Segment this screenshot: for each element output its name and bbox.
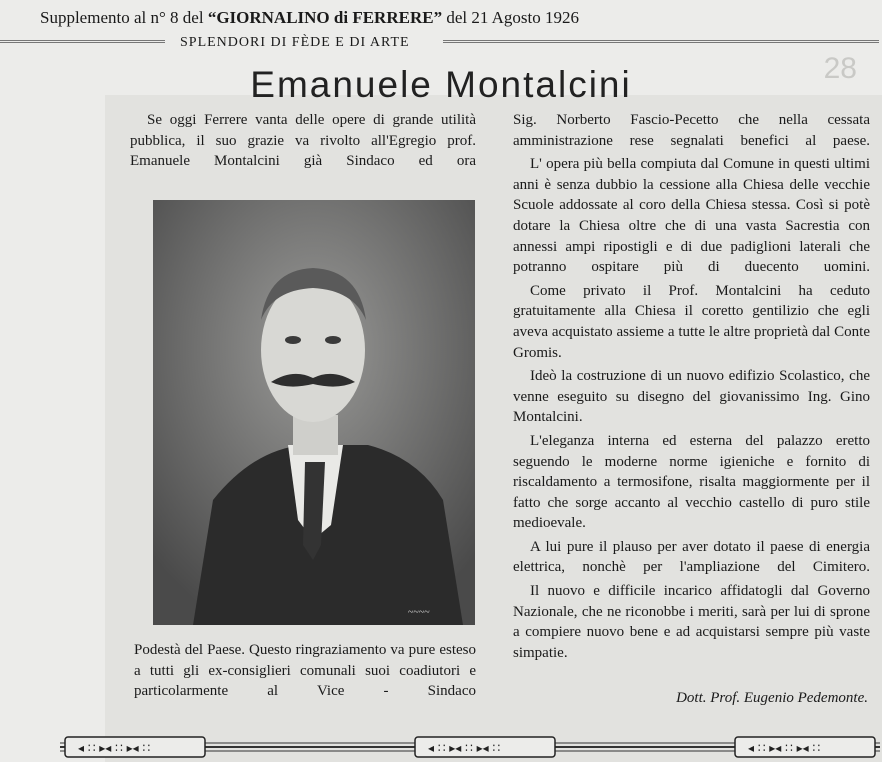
header-rule-right	[443, 40, 879, 43]
svg-text:~~~~: ~~~~	[408, 607, 430, 618]
right-paragraph-3: Come privato il Prof. Montalcini ha ceduto gratuitamente alla Chiesa il coretto gentilizio che egli aveva acquistato assieme a tutte le altre proprietà dal Conte Gromis.	[513, 282, 870, 361]
left-column-top	[130, 110, 476, 172]
newspaper-name: “GIORNALINO di FERRERE”	[207, 8, 443, 27]
right-column	[513, 110, 870, 663]
author-signature: Dott. Prof. Eugenio Pedemonte.	[676, 690, 868, 706]
right-paragraph-6: A lui pure il plauso per aver dotato il paese di energia elettrica, nonchè per l'ampliazione del Cimitero.	[513, 538, 870, 576]
left-bottom-paragraph: Podestà del Paese. Questo ringraziamento va pure esteso a tutti gli ex-consiglieri comunali suoi coadiutori e particolarmente al Vice - Sindaco	[134, 642, 476, 700]
header-suffix: del 21 Agosto 1926	[442, 8, 580, 27]
header-prefix: Supplemento al n° 8 del	[40, 8, 208, 27]
svg-text:◂ ∷ ▸◂ ∷ ▸◂ ∷: ◂ ∷ ▸◂ ∷ ▸◂ ∷	[428, 741, 501, 755]
left-top-paragraph: Se oggi Ferrere vanta delle opere di grande utilità pubblica, il suo grazie va rivolto all'Egregio prof. Emanuele Montalcini già Sindaco ed ora	[130, 112, 476, 170]
right-paragraph-4: Ideò la costruzione di un nuovo edifizio Scolastico, che venne eseguito su disegno del giovanissimo Ing. Gino Montalcini.	[513, 368, 870, 426]
supplement-header	[40, 8, 579, 28]
svg-text:◂ ∷ ▸◂ ∷ ▸◂ ∷: ◂ ∷ ▸◂ ∷ ▸◂ ∷	[78, 741, 151, 755]
header-rule-left	[0, 40, 165, 43]
svg-text:◂ ∷ ▸◂ ∷ ▸◂ ∷: ◂ ∷ ▸◂ ∷ ▸◂ ∷	[748, 741, 821, 755]
right-paragraph-2: L' opera più bella compiuta dal Comune in questi ultimi anni è senza dubbio la cessione alla Chiesa delle vecchie Scuole addossate al coro della Chiesa stessa. Così si potè dotare la Chiesa oltre che di una vasta Sacrestia con annessi ampi ripostigli e di due padiglioni laterali che potranno ospitare più di duecento uomini.	[513, 156, 870, 276]
right-paragraph-1: Sig. Norberto Fascio-Pecetto che nella cessata amministrazione rese segnalati benefici al paese.	[513, 112, 870, 149]
right-paragraph-7: Il nuovo e difficile incarico affidatogli dal Governo Nazionale, che ne riconobbe i meriti, sarà per lui di sprone a compiere nuovo bene e ad acquistarsi sempre più vaste simpatie.	[513, 583, 870, 661]
page-number: 28	[823, 52, 857, 85]
portrait-drawing	[153, 200, 475, 625]
article-title: Emanuele Montalcini	[250, 64, 632, 105]
right-paragraph-5: L'eleganza interna ed esterna del palazzo eretto seguendo le moderne norme igieniche e fornito di riscaldamento a termosifone, risalta maggiormente per il fatto che sorge accanto al vecchio castello di puro stile medioevale.	[513, 432, 870, 532]
left-column-bottom	[134, 640, 476, 702]
portrait-image	[153, 200, 475, 625]
section-title: SPLENDORI DI FÈDE E DI ARTE	[180, 35, 410, 50]
decorative-border	[60, 733, 880, 761]
